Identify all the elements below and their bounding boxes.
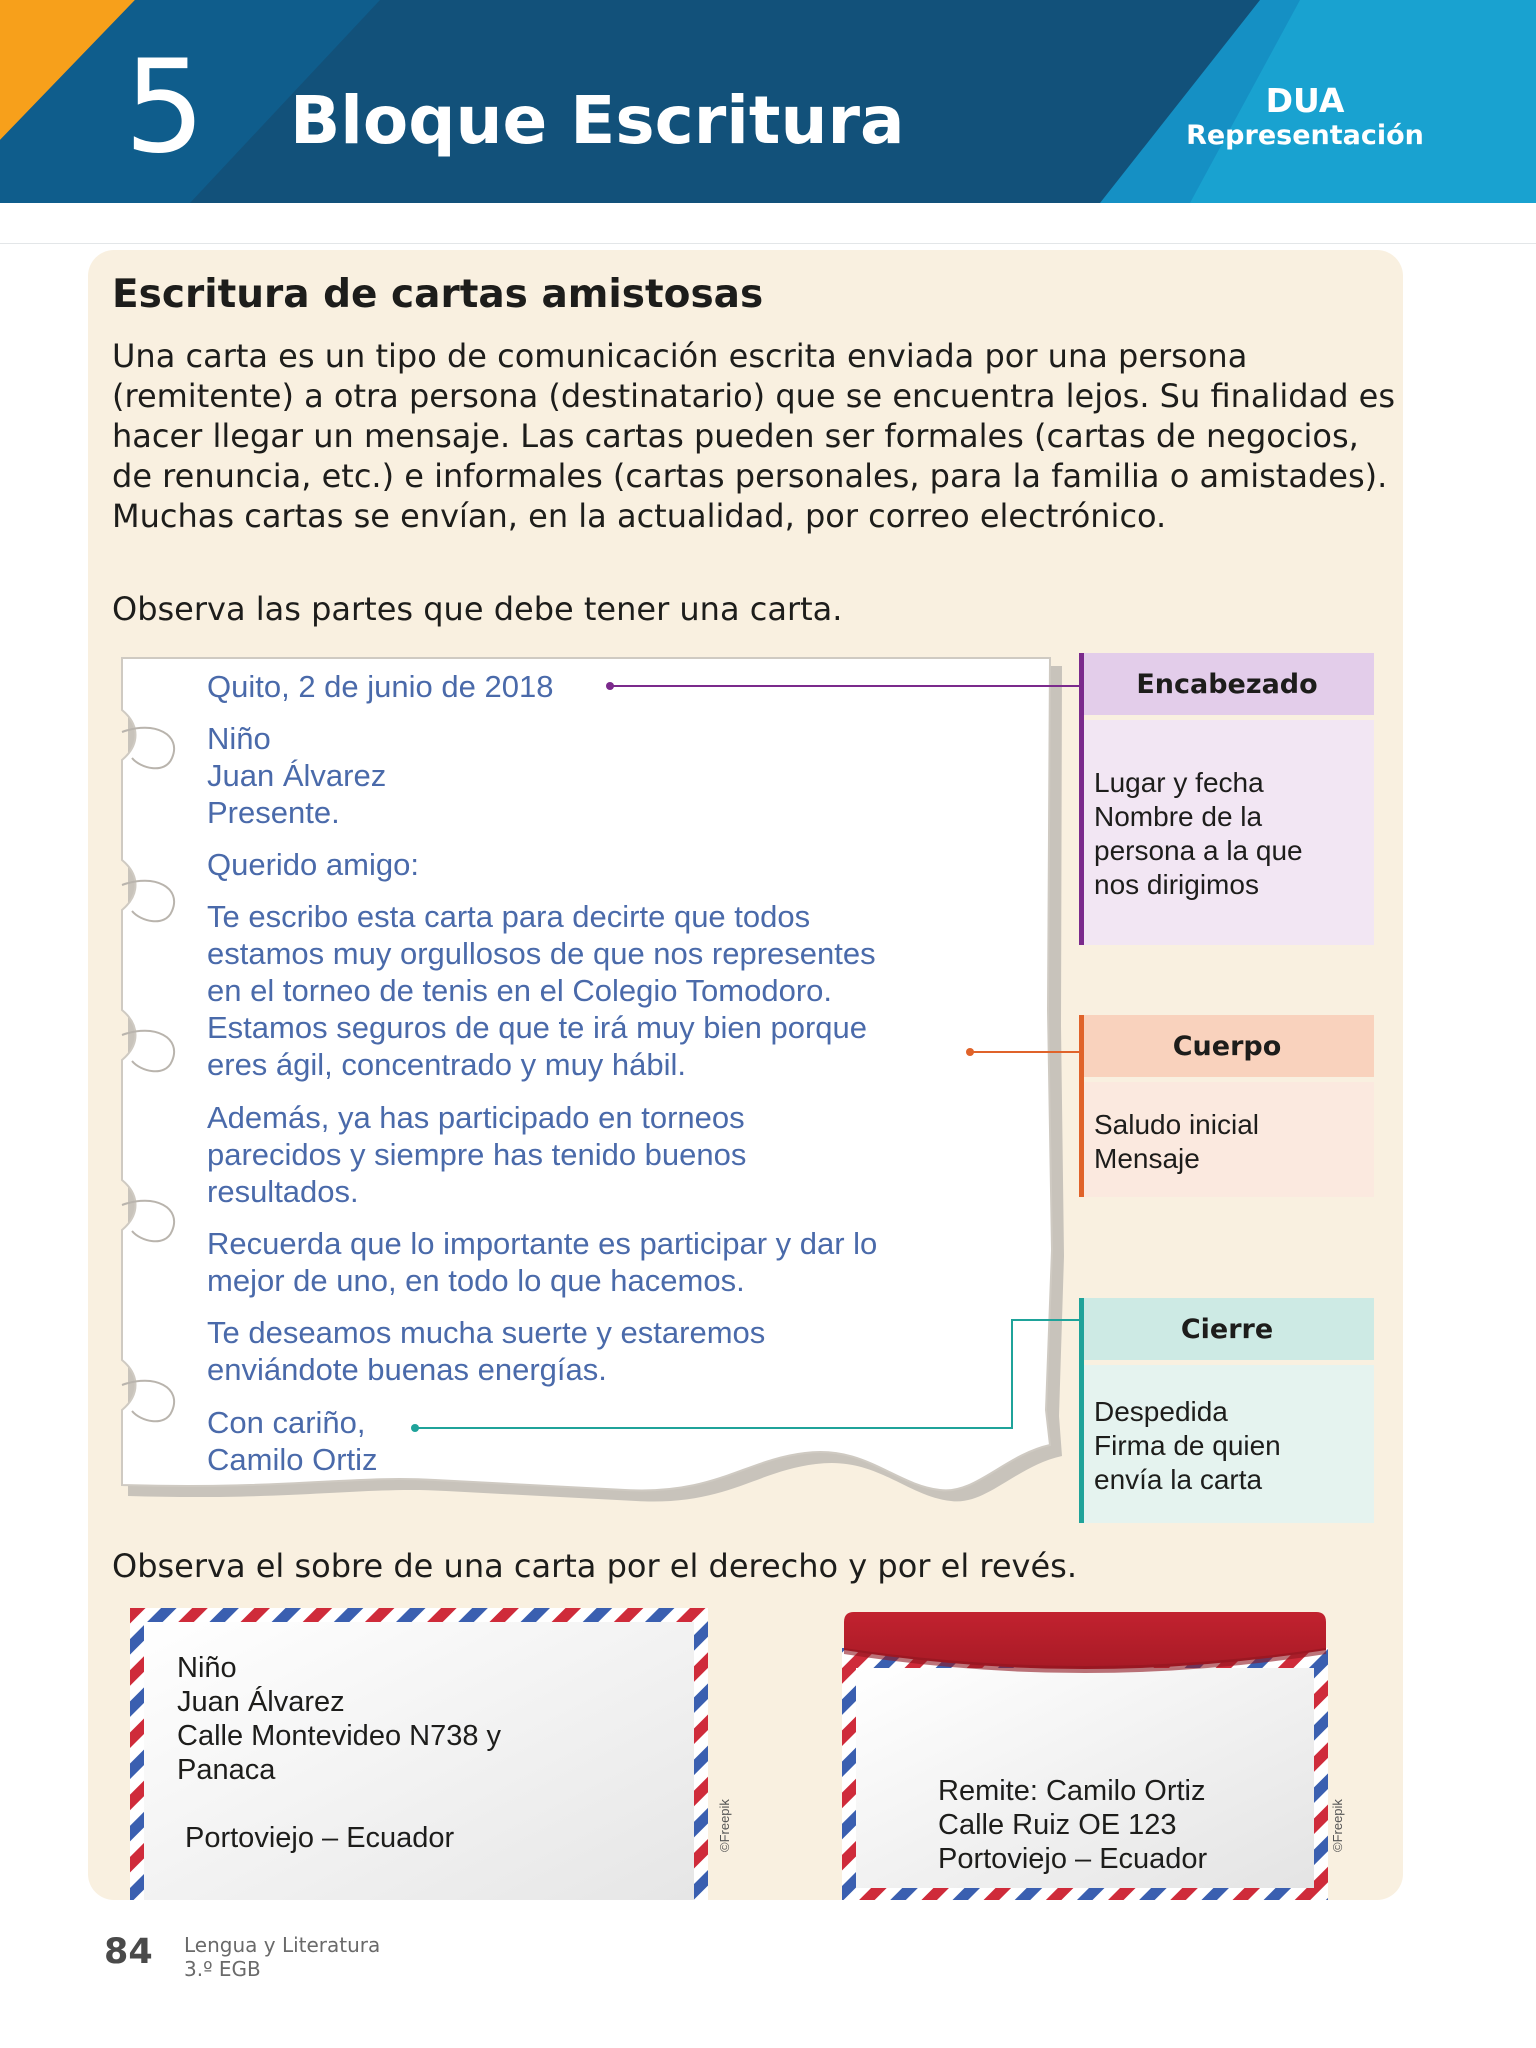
closing-part-line: Despedida	[1094, 1396, 1228, 1427]
letter-recipient-line: Niño	[207, 721, 271, 756]
dua-label: DUA	[1265, 81, 1345, 120]
letter-signature: Camilo Ortiz	[207, 1442, 378, 1477]
heading-part-title: Encabezado	[1136, 669, 1318, 700]
letter-recipient-line: Presente.	[207, 795, 340, 830]
letter-body-line: Estamos seguros de que te irá muy bien porque	[207, 1010, 867, 1045]
letter-closing: Con cariño,	[207, 1405, 366, 1440]
letter-body-line: eres ágil, concentrado y muy hábil.	[207, 1047, 687, 1082]
letter-body-line: estamos muy orgullosos de que nos representes	[207, 936, 876, 971]
closing-part-title: Cierre	[1180, 1314, 1274, 1345]
letter-body-line: enviándote buenas energías.	[207, 1352, 607, 1387]
envelope-front-line: Calle Montevideo N738 y	[177, 1720, 502, 1752]
body-part-line: Mensaje	[1094, 1143, 1200, 1174]
image-credit: ©Freepik	[717, 1799, 732, 1852]
envelope-front-line: Niño	[177, 1652, 237, 1684]
heading-part-line: nos dirigimos	[1094, 869, 1259, 900]
image-credit: ©Freepik	[1330, 1799, 1345, 1852]
heading-part-line: Nombre de la	[1094, 801, 1263, 832]
intro-paragraph: Una carta es un tipo de comunicación escrita enviada por una persona (remitente) a otra persona (destinatario) que se encuentra lejos. Su finalidad es hacer llegar un mensaje. Las cartas pueden ser formales (cartas de negocios, de renuncia, etc.) e informales (cartas personales, para la familia o amistades). Muchas cartas se envían, en la actualidad, por correo electrónico.	[112, 337, 1396, 535]
body-part-line: Saludo inicial	[1094, 1109, 1259, 1140]
letter-greeting: Querido amigo:	[207, 847, 419, 882]
envelope-back-line: Remite: Camilo Ortiz	[938, 1775, 1206, 1807]
letter-body-line: Recuerda que lo importante es participar y dar lo	[207, 1226, 878, 1261]
letter-body-line: resultados.	[207, 1174, 359, 1209]
letter-body-line: Además, ya has participado en torneos	[207, 1100, 745, 1135]
letter-body-line: parecidos y siempre has tenido buenos	[207, 1137, 747, 1172]
dua-subtitle: Representación	[1186, 120, 1424, 151]
envelope-back-line: Portoviejo – Ecuador	[938, 1843, 1208, 1875]
chapter-number: 5	[124, 33, 206, 182]
footer-grade: 3.º EGB	[184, 1957, 261, 1981]
closing-part-line: Firma de quien	[1094, 1430, 1281, 1461]
envelope-front-line: Panaca	[177, 1754, 276, 1786]
heading-part-line: Lugar y fecha	[1094, 767, 1264, 798]
letter-recipient-line: Juan Álvarez	[207, 758, 387, 793]
envelope-front-line: Portoviejo – Ecuador	[185, 1822, 455, 1854]
envelope-back-line: Calle Ruiz OE 123	[938, 1809, 1177, 1841]
observe-envelope-text: Observa el sobre de una carta por el derecho y por el revés.	[112, 1547, 1077, 1585]
observe-letter-text: Observa las partes que debe tener una carta.	[112, 590, 843, 628]
letter-body-line: Te deseamos mucha suerte y estaremos	[207, 1315, 766, 1350]
letter-date: Quito, 2 de junio de 2018	[207, 669, 554, 704]
body-part-title: Cuerpo	[1172, 1031, 1282, 1062]
header-divider	[0, 243, 1536, 244]
letter-body-line: Te escribo esta carta para decirte que todos	[207, 899, 811, 934]
envelope-front-line: Juan Álvarez	[177, 1686, 345, 1718]
closing-part-line: envía la carta	[1094, 1464, 1263, 1495]
footer-subject: Lengua y Literatura	[184, 1933, 381, 1957]
heading-part-line: persona a la que	[1094, 835, 1303, 866]
block-title: Bloque Escritura	[290, 82, 905, 159]
page-number: 84	[104, 1932, 153, 1972]
letter-body-line: en el torneo de tenis en el Colegio Tomodoro.	[207, 973, 833, 1008]
letter-body-line: mejor de uno, en todo lo que hacemos.	[207, 1263, 745, 1298]
section-title: Escritura de cartas amistosas	[112, 272, 764, 317]
